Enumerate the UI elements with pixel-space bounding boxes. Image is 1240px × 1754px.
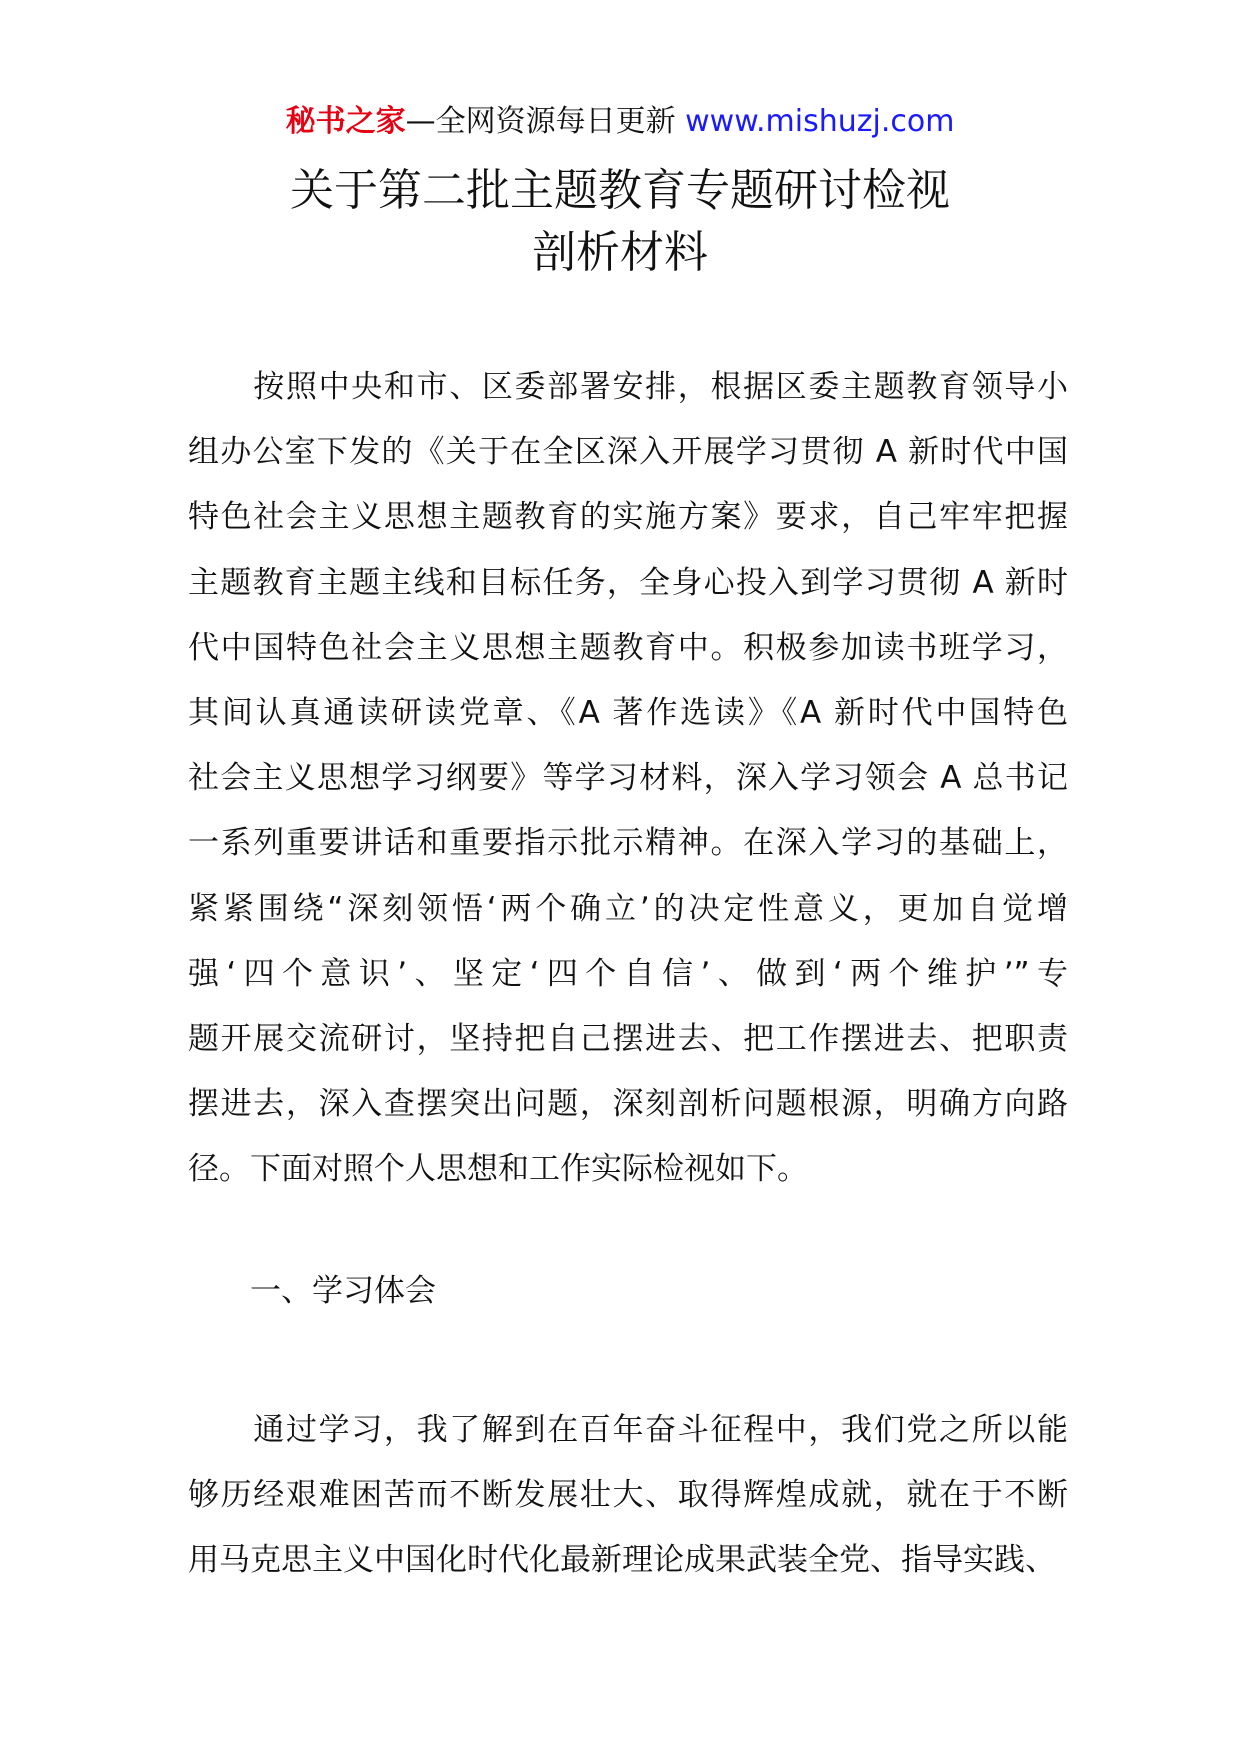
paragraph-line: 通过学习，我了解到在百年奋斗征程中，我们党之所以能 (188, 1412, 1068, 1448)
paragraph-line: 代中国特色社会主义思想主题教育中。积极参加读书班学习， (188, 629, 1068, 666)
paragraph-line: 强‘四个意识’、坚定‘四个自信’、做到‘两个维护’”专 (188, 955, 1068, 992)
document-title (0, 160, 1240, 284)
intro-paragraph (188, 355, 1068, 1203)
header-slogan: —全网资源每日更新 (405, 104, 676, 139)
site-url-link[interactable]: www.mishuzj.com (685, 104, 955, 139)
paragraph-line: 主题教育主题主线和目标任务，全身心投入到学习贯彻 A 新时 (188, 564, 1068, 601)
paragraph-line: 其间认真通读研读党章、《A 著作选读》《A 新时代中国特色 (188, 695, 1068, 732)
paragraph-line: 特色社会主义思想主题教育的实施方案》要求，自己牢牢把握 (188, 499, 1068, 536)
paragraph-line: 组办公室下发的《关于在全区深入开展学习贯彻 A 新时代中国 (188, 434, 1068, 471)
brand-name: 秘书之家 (285, 104, 406, 139)
paragraph-line: 一系列重要讲话和重要指示批示精神。在深入学习的基础上， (188, 825, 1068, 862)
section-heading: 一、学习体会 (250, 1273, 436, 1309)
site-header (0, 102, 1240, 142)
title-line-1: 关于第二批主题教育专题研讨检视 (290, 165, 950, 216)
paragraph-line: 够历经艰难困苦而不断发展壮大、取得辉煌成就，就在于不断 (188, 1477, 1068, 1514)
paragraph-line: 紧紧围绕“深刻领悟‘两个确立’的决定性意义，更加自觉增 (188, 890, 1068, 927)
paragraph-line: 题开展交流研讨，坚持把自己摆进去、把工作摆进去、把职责 (188, 1021, 1068, 1058)
paragraph-line: 摆进去，深入查摆突出问题，深刻剖析问题根源，明确方向路 (188, 1086, 1068, 1123)
study-paragraph (188, 1398, 1068, 1594)
paragraph-line: 径。下面对照个人思想和工作实际检视如下。 (188, 1151, 808, 1188)
title-line-2: 剖析材料 (532, 227, 708, 278)
paragraph-line: 按照中央和市、区委部署安排，根据区委主题教育领导小 (188, 369, 1068, 405)
paragraph-line: 社会主义思想学习纲要》等学习材料，深入学习领会 A 总书记 (188, 760, 1068, 797)
paragraph-line: 用马克思主义中国化时代化最新理论成果武装全党、指导实践、 (188, 1542, 1056, 1579)
